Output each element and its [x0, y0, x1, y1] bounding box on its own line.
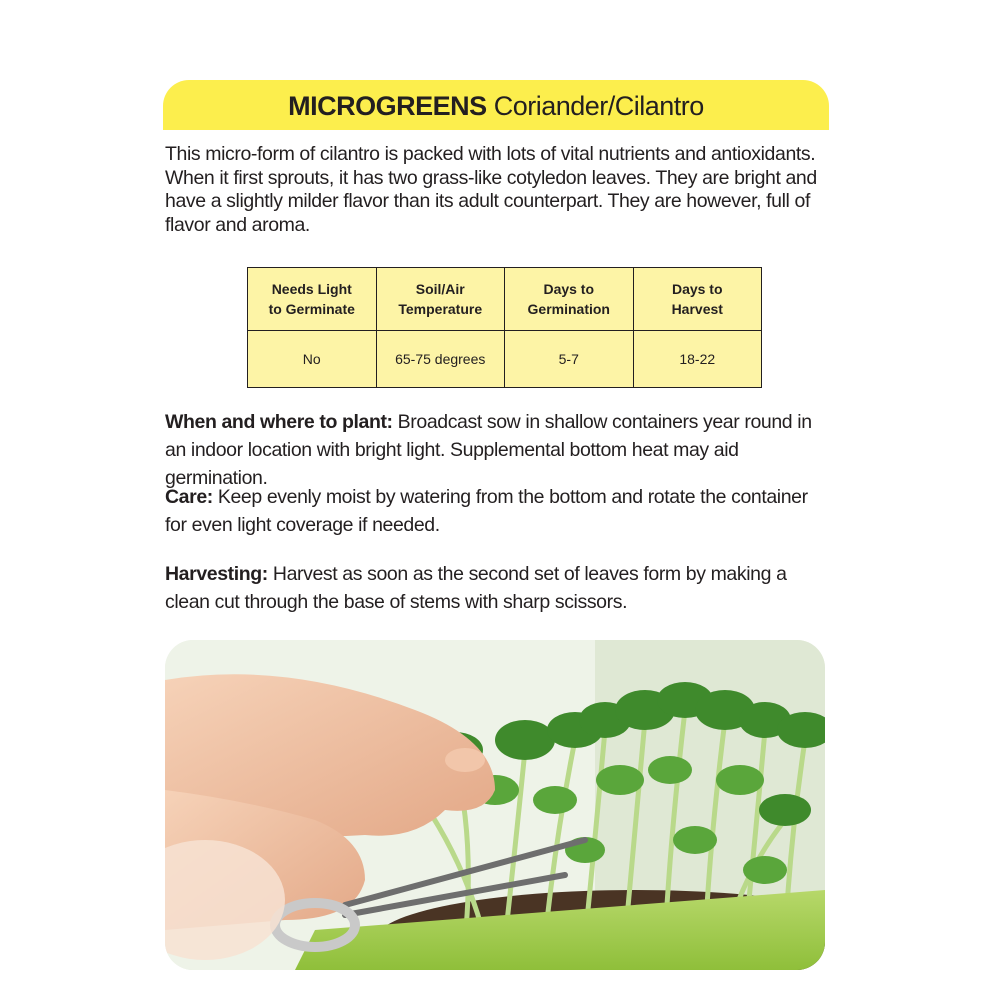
when-where-label: When and where to plant:	[165, 411, 393, 433]
table-header-row	[248, 268, 762, 331]
value-temperature: 65-75 degrees	[376, 331, 505, 388]
title-bold: MICROGREENS	[288, 91, 487, 121]
harvesting-text: Harvest as soon as the second set of leaves form by making a clean cut through the base of stems with sharp scissors.	[165, 563, 787, 613]
header-germination: Days to Germination	[505, 268, 634, 331]
care-text: Keep evenly moist by watering from the bottom and rotate the container for even light coverage if needed.	[165, 486, 808, 536]
header-temperature: Soil/Air Temperature	[376, 268, 505, 331]
title-banner	[163, 80, 829, 130]
growing-info-table	[247, 267, 762, 388]
value-light: No	[248, 331, 377, 388]
harvest-illustration	[165, 640, 825, 970]
care-section	[165, 483, 830, 539]
table-row	[248, 331, 762, 388]
value-germination: 5-7	[505, 331, 634, 388]
header-harvest: Days to Harvest	[633, 268, 762, 331]
intro-paragraph: This micro-form of cilantro is packed with lots of vital nutrients and antioxidants. When it first sprouts, it has two grass-like cotyledon leaves. They are bright and have a slightly milder flavor than its adult counterpart. They are however, full of flavor and aroma.	[165, 143, 817, 236]
harvesting-label: Harvesting:	[165, 563, 268, 585]
header-light: Needs Light to Germinate	[248, 268, 377, 331]
care-label: Care:	[165, 486, 213, 508]
harvest-photo	[165, 640, 825, 970]
value-harvest: 18-22	[633, 331, 762, 388]
when-where-section	[165, 408, 830, 492]
title-rest: Coriander/Cilantro	[486, 91, 704, 121]
when-where-text: Broadcast sow in shallow containers year round in an indoor location with bright light. Supplemental bottom heat may aid germination.	[165, 411, 812, 489]
harvesting-section	[165, 560, 830, 616]
